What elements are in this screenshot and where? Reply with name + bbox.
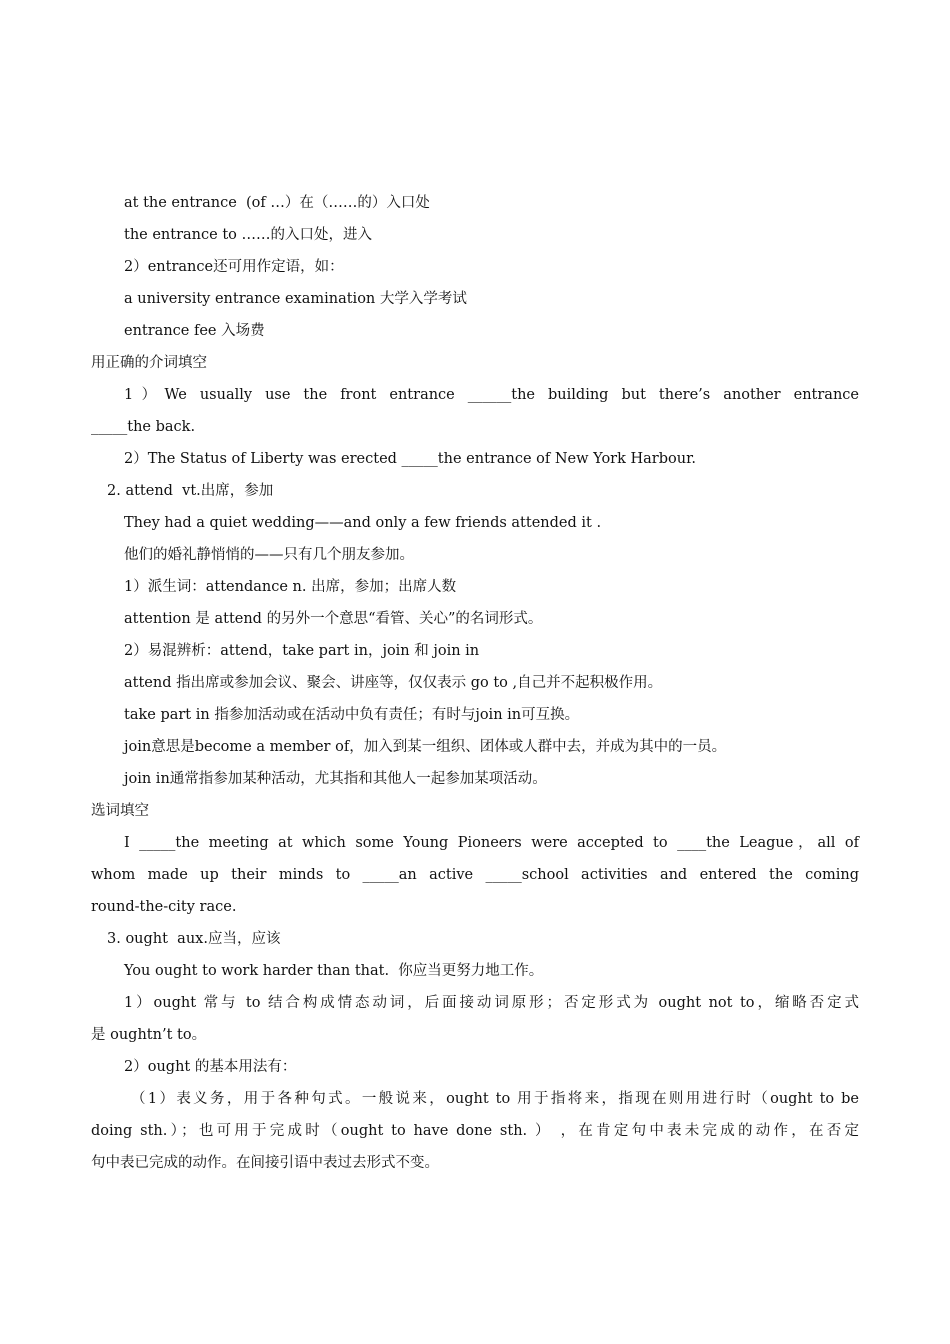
text-line: round-the-city race. — [91, 899, 237, 915]
text-line: doing sth.）；也可用于完成时（ought to have done sth. ） ，在肯定句中表未完成的动作，在否定 — [91, 1123, 859, 1139]
text-line: 2）entrance还可用作定语，如： — [124, 259, 344, 275]
text-line: 2）易混辨析：attend，take part in，join 和 join in — [124, 643, 480, 659]
text-line: 3. ought aux.应当，应该 — [107, 931, 281, 947]
text-line: 2）The Status of Liberty was erected _____the entrance of New York Harbour. — [124, 451, 697, 467]
text-line: join in通常指参加某种活动，尤其指和其他人一起参加某项活动。 — [124, 771, 547, 787]
text-line: 2）ought 的基本用法有： — [124, 1059, 297, 1075]
text-line: whom made up their minds to _____an active _____school activities and entered the coming — [91, 867, 859, 883]
text-line: 用正确的介词填空 — [91, 355, 207, 371]
text-line: a university entrance examination 大学入学考试 — [124, 291, 467, 307]
text-line: 句中表已完成的动作。在间接引语中表过去形式不变。 — [91, 1155, 439, 1171]
text-line: _____the back. — [91, 419, 196, 435]
text-line: 1）派生词：attendance n. 出席，参加；出席人数 — [124, 579, 457, 595]
text-line: 是 oughtn’t to。 — [91, 1027, 207, 1043]
text-line: You ought to work harder than that. 你应当更努力地工作。 — [124, 963, 544, 979]
text-line: 他们的婚礼静悄悄的——只有几个朋友参加。 — [124, 547, 414, 563]
text-line: attend 指出席或参加会议、聚会、讲座等，仅仅表示 go to ,自己并不起积极作用。 — [124, 675, 663, 691]
text-line: entrance fee 入场费 — [124, 323, 265, 339]
text-line: 1）ought 常与 to 结合构成情态动词，后面接动词原形；否定形式为 ought not to，缩略否定式 — [124, 995, 859, 1011]
text-line: join意思是become a member of，加入到某一组织、团体或人群中去，并成为其中的一员。 — [124, 739, 727, 755]
text-line: attention 是 attend 的另外一个意思“看管、关心”的名词形式。 — [124, 611, 543, 627]
text-line: the entrance to ……的入口处，进入 — [124, 227, 372, 243]
text-line: I _____the meeting at which some Young Pioneers were accepted to ____the League，all of — [124, 835, 859, 851]
text-line: 2. attend vt.出席，参加 — [107, 483, 274, 499]
text-line: They had a quiet wedding——and only a few friends attended it . — [124, 515, 602, 531]
text-line: （1）表义务，用于各种句式。一般说来，ought to 用于指将来，指现在则用进行时（ought to be — [131, 1091, 859, 1107]
text-line: at the entrance (of …）在（……的）入口处 — [124, 195, 430, 211]
text-line: 1）We usually use the front entrance ______the building but there’s another entrance — [124, 387, 859, 403]
text-line: take part in 指参加活动或在活动中负有责任；有时与join in可互换。 — [124, 707, 580, 723]
text-line: 选词填空 — [91, 803, 149, 819]
